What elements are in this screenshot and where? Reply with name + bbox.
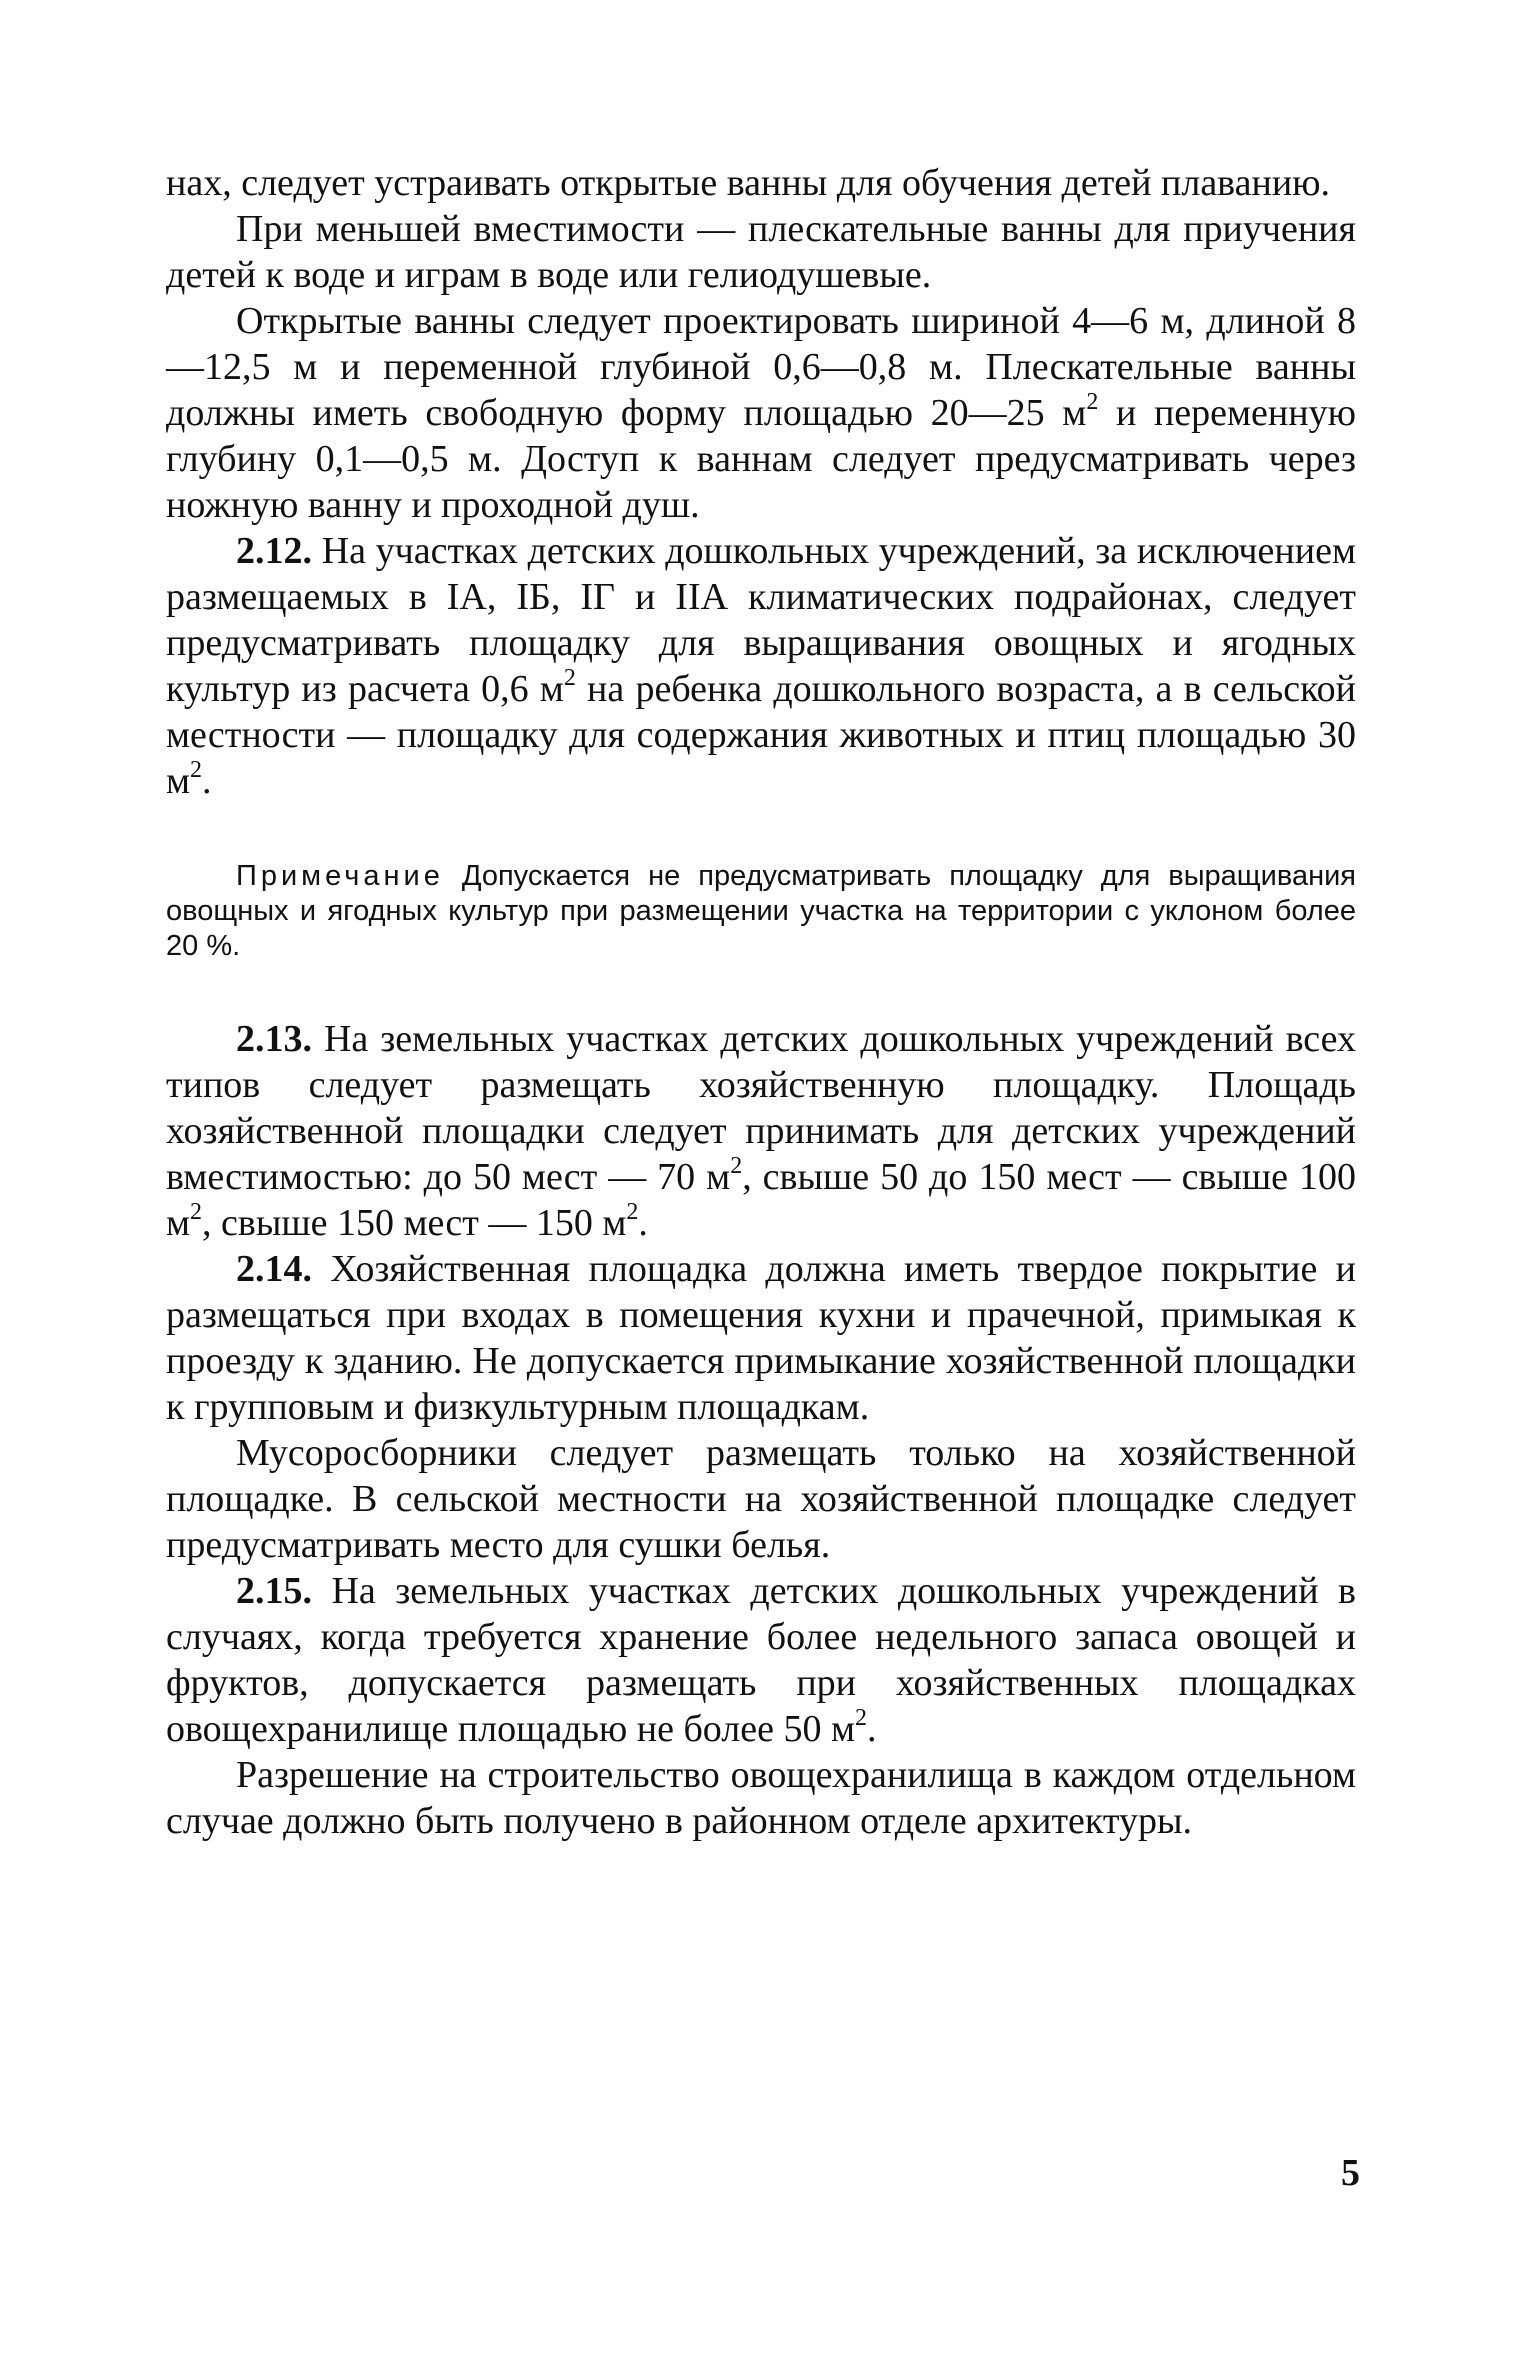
- paragraph-continuation: [166, 160, 1356, 206]
- superscript: 2: [626, 1199, 639, 1226]
- superscript: 2: [1086, 389, 1099, 416]
- superscript: 2: [730, 1153, 743, 1180]
- paragraph-open-pools: [166, 298, 1356, 528]
- paragraph-text: .: [867, 1708, 877, 1750]
- paragraph-text: на ребенка дошкольного возраста, а в сельской местности — площадку для содержания животных и птиц площадью 30 м: [166, 668, 1356, 802]
- paragraph-text: .: [202, 760, 212, 802]
- note-text: Допускается не предусматривать площадку для выращивания овощных и ягодных культур при размещении участка на территории с уклоном более 20 %.: [166, 860, 1356, 962]
- section-2-12: [166, 528, 1356, 804]
- paragraph-text: На земельных участках детских дошкольных учреждений всех типов следует размещать хозяйственную площадку. Площадь хозяйственной площадки следует принимать для детских учреждений вместимостью: до 50 мест — 70 м: [166, 1018, 1356, 1198]
- section-number: 2.12.: [236, 530, 312, 572]
- superscript: 2: [190, 757, 203, 784]
- section-2-13: [166, 1016, 1356, 1246]
- section-2-14: [166, 1246, 1356, 1430]
- paragraph-text: .: [638, 1202, 648, 1244]
- section-number: 2.15.: [236, 1570, 312, 1612]
- section-number: 2.13.: [236, 1018, 312, 1060]
- page-number: 5: [1341, 2152, 1360, 2194]
- section-2-15: [166, 1568, 1356, 1752]
- paragraph-text: , свыше 50 до 150 мест — свыше 100 м: [166, 1156, 1356, 1244]
- note-label: Примечание: [236, 860, 444, 892]
- paragraph-text: На участках детских дошкольных учреждений, за исключением размещаемых в IА, IБ, IГ и IIА климатических подрайонах, следует предусматривать площадку для выращивания овощных и ягодных культур из расчета 0,6 м: [166, 530, 1356, 710]
- paragraph-trash-bins: [166, 1430, 1356, 1568]
- paragraph-text: Хозяйственная площадка должна иметь твердое покрытие и размещаться при входах в помещения кухни и прачечной, примыкая к проезду к зданию. Не допускается примыкание хозяйственной площадки к групповым и физкультурным площадкам.: [166, 1248, 1356, 1428]
- superscript: 2: [563, 665, 576, 692]
- superscript: 2: [190, 1199, 203, 1226]
- paragraph-text: Разрешение на строительство овощехранилища в каждом отдельном случае должно быть получено в районном отделе архитектуры.: [166, 1754, 1356, 1842]
- note: [166, 859, 1356, 964]
- paragraph-text: , свыше 150 мест — 150 м: [202, 1202, 627, 1244]
- paragraph-text: Открытые ванны следует проектировать шириной 4—6 м, длиной 8—12,5 м и переменной глубиной 0,6—0,8 м. Плескательные ванны должны иметь свободную форму площадью 20—25 м: [166, 300, 1356, 434]
- paragraph-text: На земельных участках детских дошкольных учреждений в случаях, когда требуется хранение более недельного запаса овощей и фруктов, допускается размещать при хозяйственных площадках овощехранилище площадью не более 50 м: [166, 1570, 1356, 1750]
- paragraph-text: нах, следует устраивать открытые ванны для обучения детей плаванию.: [166, 162, 1331, 204]
- paragraph-splash-pools: [166, 206, 1356, 298]
- text-column: [166, 160, 1356, 1844]
- paragraph-text: Мусоросборники следует размещать только на хозяйственной площадке. В сельской местности на хозяйственной площадке следует предусматривать место для сушки белья.: [166, 1432, 1356, 1566]
- section-number: 2.14.: [236, 1248, 312, 1290]
- paragraph-text: При меньшей вместимости — плескательные ванны для приучения детей к воде и играм в воде или гелиодушевые.: [166, 208, 1356, 296]
- paragraph-text: и переменную глубину 0,1—0,5 м. Доступ к ваннам следует предусматривать через ножную ванну и проходной душ.: [166, 392, 1356, 526]
- superscript: 2: [855, 1705, 868, 1732]
- paragraph-permit: [166, 1752, 1356, 1844]
